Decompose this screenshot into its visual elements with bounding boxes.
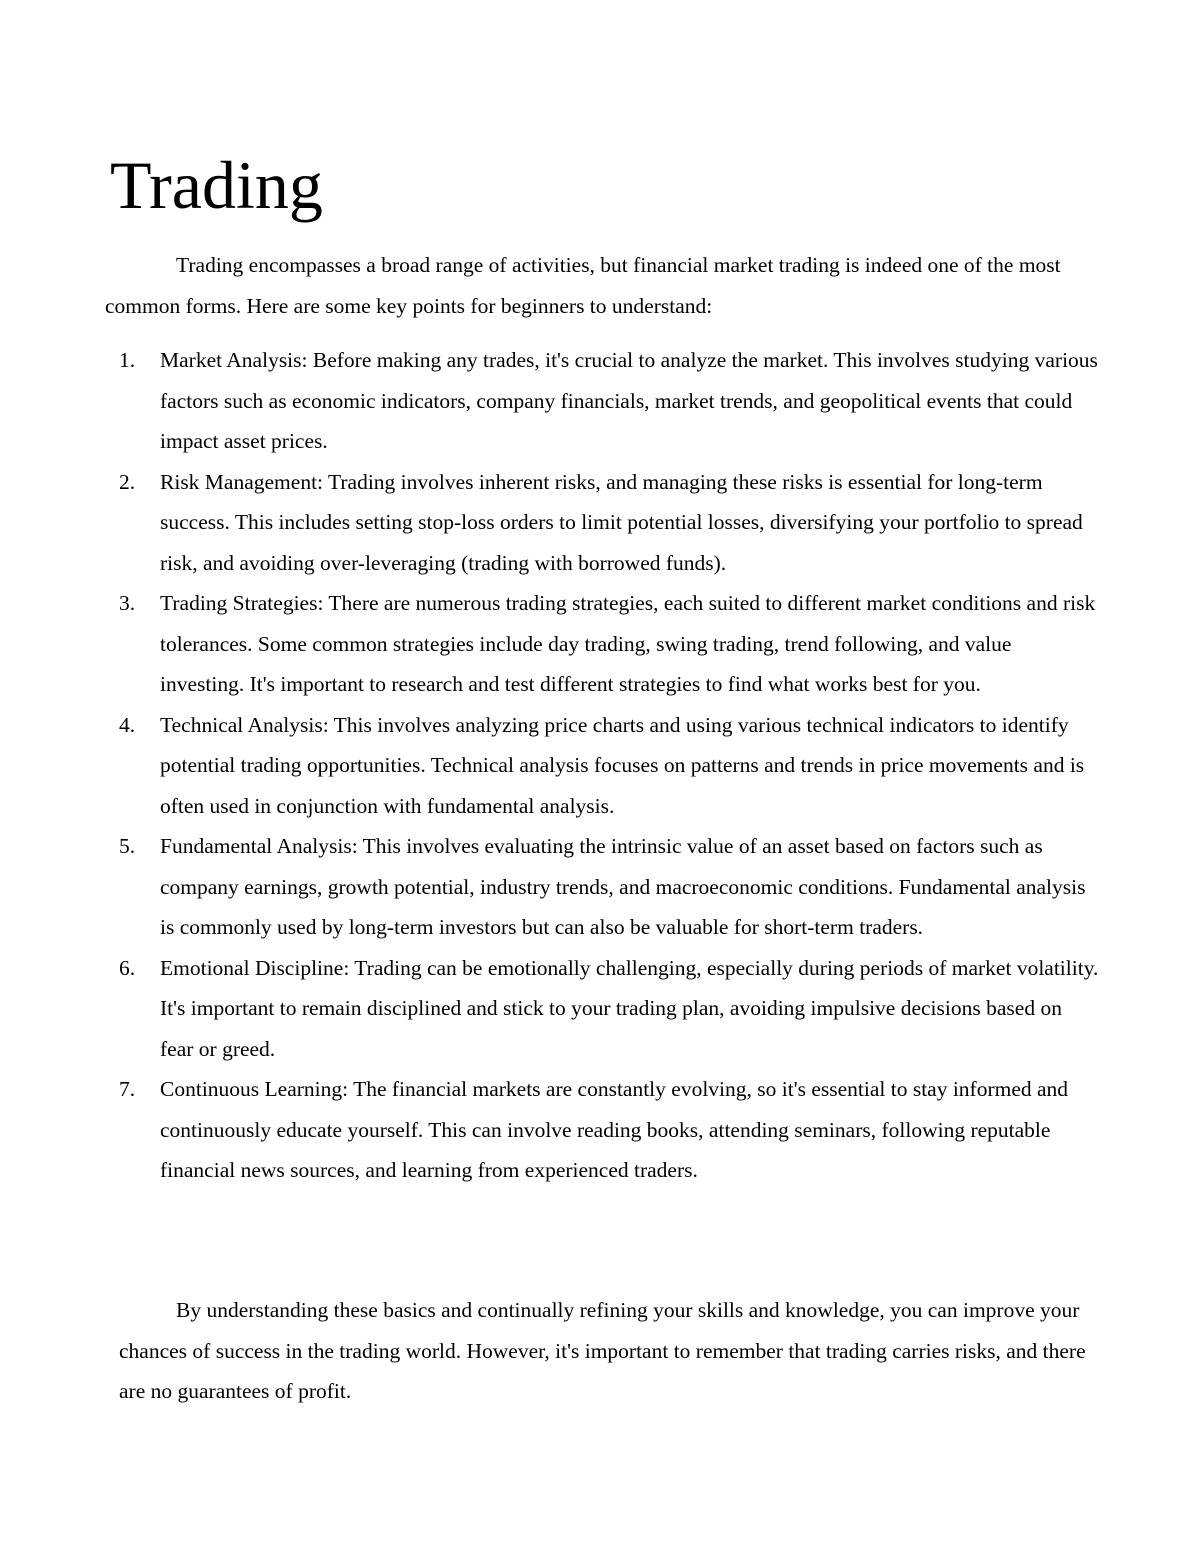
list-item-number: 5. bbox=[119, 834, 136, 858]
list-item-text: Fundamental Analysis: This involves evaluating the intrinsic value of an asset based on factors such as company earnings, growth potential, industry trends, and macroeconomic conditions. Fundamental analysis is commonly used by long-term investors but can also be valuable for short-term traders. bbox=[160, 834, 1086, 939]
list-item-fundamental-analysis bbox=[119, 826, 1100, 948]
list-item-number: 2. bbox=[119, 469, 136, 494]
list-item-text: Risk Management: Trading involves inherent risks, and managing these risks is essential for long-term success. This includes setting stop-loss orders to limit potential losses, diversifying your portfolio to spread risk, and avoiding over-leveraging (trading with borrowed funds). bbox=[160, 469, 1083, 575]
list-item-risk-management bbox=[119, 462, 1100, 584]
list-item-text: Emotional Discipline: Trading can be emotionally challenging, especially during periods of market volatility. It's important to remain disciplined and stick to your trading plan, avoiding impulsive decisions based on fear or greed. bbox=[160, 955, 1099, 1061]
list-item-trading-strategies bbox=[119, 583, 1100, 705]
list-item-market-analysis bbox=[119, 340, 1100, 462]
list-item-text: Market Analysis: Before making any trades, it's crucial to analyze the market. This involves studying various factors such as economic indicators, company financials, market trends, and geopolitical events that could impact asset prices. bbox=[160, 348, 1098, 453]
list-item-technical-analysis bbox=[119, 705, 1100, 827]
list-item-emotional-discipline bbox=[119, 948, 1100, 1070]
list-item-text: Continuous Learning: The financial markets are constantly evolving, so it's essential to stay informed and continuously educate yourself. This can involve reading books, attending seminars, following reputable financial news sources, and learning from experienced traders. bbox=[160, 1077, 1069, 1182]
list-item-continuous-learning bbox=[119, 1069, 1100, 1191]
list-item-number: 7. bbox=[119, 1077, 136, 1101]
document-title: Trading bbox=[110, 147, 323, 223]
intro-paragraph: Trading encompasses a broad range of activities, but financial market trading is indeed one of the most common forms. Here are some key points for beginners to understand: bbox=[105, 253, 1061, 318]
list-item-number: 1. bbox=[119, 348, 136, 372]
list-item-number: 3. bbox=[119, 591, 136, 615]
conclusion-paragraph: By understanding these basics and continually refining your skills and knowledge, you can improve your chances of success in the trading world. However, it's important to remember that trading carries risks, and there are no guarantees of profit. bbox=[119, 1298, 1086, 1403]
list-item-number: 4. bbox=[119, 712, 136, 737]
list-item-text: Technical Analysis: This involves analyzing price charts and using various technical indicators to identify potential trading opportunities. Technical analysis focuses on patterns and trends in price movements and is often used in conjunction with fundamental analysis. bbox=[160, 712, 1085, 818]
list-item-text: Trading Strategies: There are numerous trading strategies, each suited to different market conditions and risk tolerances. Some common strategies include day trading, swing trading, trend following, and value investing. It's important to research and test different strategies to find what works best for you. bbox=[160, 591, 1096, 696]
key-points-list bbox=[119, 340, 1100, 1191]
list-item-number: 6. bbox=[119, 955, 136, 980]
